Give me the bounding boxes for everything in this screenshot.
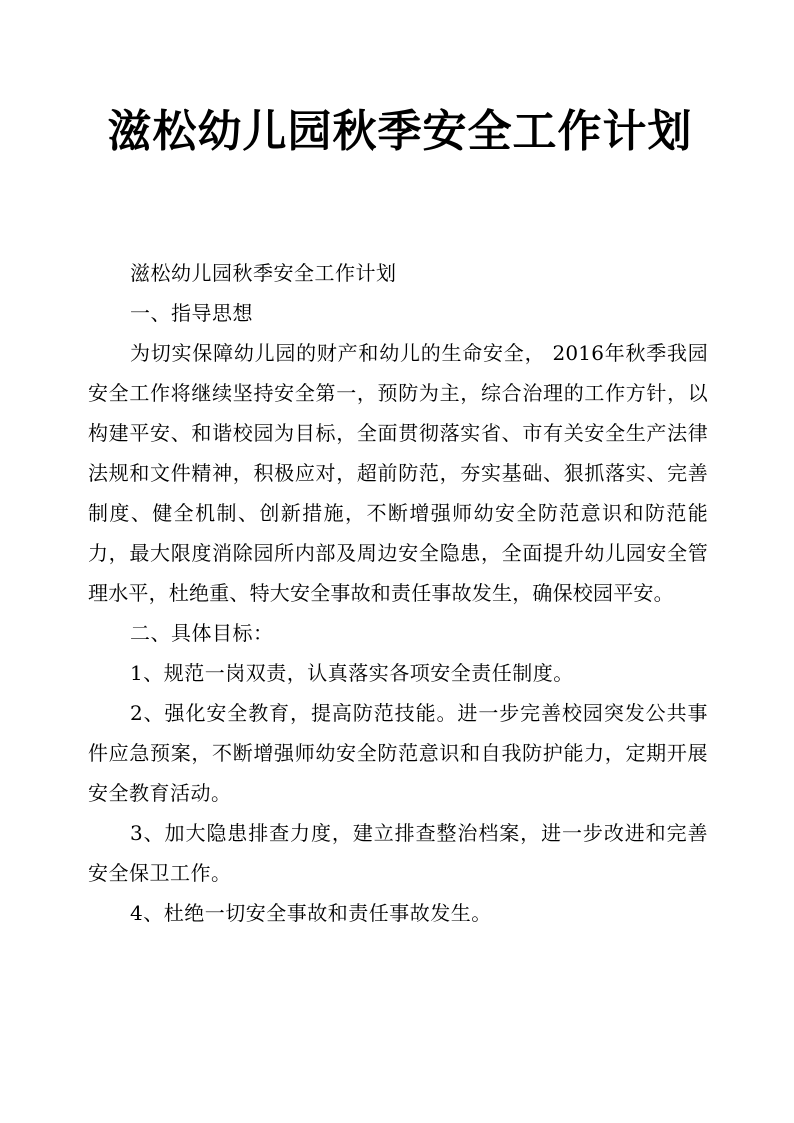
goal-item-3: 3、加大隐患排查力度，建立排查整治档案，进一步改进和完善安全保卫工作。 [88, 821, 708, 885]
goal-item-2: 2、强化安全教育，提高防范技能。进一步完善校园突发公共事件应急预案，不断增强师幼安全防范意识和自我防护能力，定期开展安全教育活动。 [88, 701, 708, 805]
document-body [88, 253, 708, 933]
guiding-ideology-paragraph: 为切实保障幼儿园的财产和幼儿的生命安全， 2016年秋季我园安全工作将继续坚持安全第一，预防为主，综合治理的工作方针，以构建平安、和谐校园为目标，全面贯彻落实省、市有关安全生产法律法规和文件精神，积极应对，超前防范，夯实基础、狠抓落实、完善制度、健全机制、创新措施，不断增强师幼安全防范意识和防范能力，最大限度消除园所内部及周边安全隐患，全面提升幼儿园安全管理水平，杜绝重、特大安全事故和责任事故发生，确保校园平安。 [88, 341, 708, 605]
goal-item-4: 4、杜绝一切安全事故和责任事故发生。 [130, 901, 492, 925]
section-heading-guiding-ideology: 一、指导思想 [130, 301, 253, 325]
subtitle-paragraph: 滋松幼儿园秋季安全工作计划 [130, 261, 397, 285]
document-title: 滋松幼儿园秋季安全工作计划 [107, 106, 693, 157]
goal-item-1: 1、规范一岗双责，认真落实各项安全责任制度。 [130, 661, 574, 685]
section-heading-specific-goals: 二、具体目标： [130, 621, 274, 645]
